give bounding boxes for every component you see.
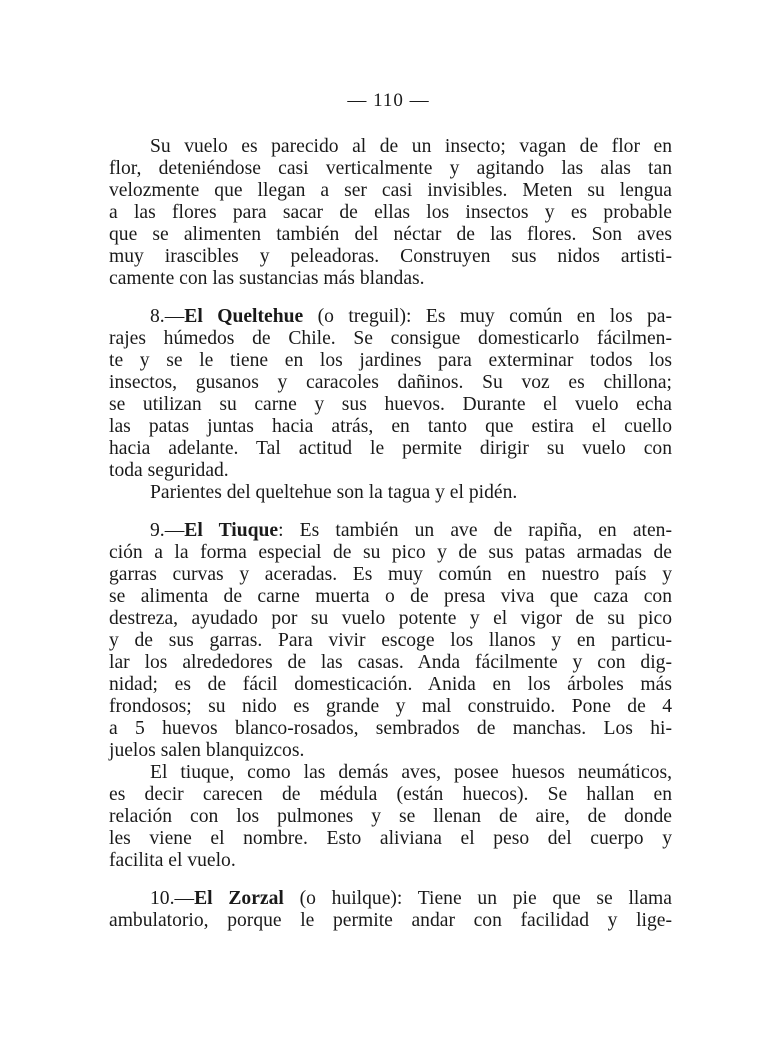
text-line: a las flores para sacar de ellas los insectos y es probable — [109, 202, 672, 223]
text-line: Su vuelo es parecido al de un insecto; vagan de flor en — [150, 136, 672, 157]
section-heading-line — [150, 306, 672, 328]
text-line: muy irascibles y peleadoras. Construyen sus nidos artisti- — [109, 246, 672, 267]
text-line: destreza, ayudado por su vuelo potente y el vigor de su pico — [109, 608, 672, 629]
text-line: garras curvas y aceradas. Es muy común en nuestro país y — [109, 564, 672, 585]
section-title: El Tiuque — [184, 520, 279, 541]
section-lead-text: (o treguil): Es muy común en los pa- — [303, 306, 672, 327]
text-line: insectos, gusanos y caracoles dañinos. Su voz es chillona; — [109, 372, 672, 393]
text-line: ción a la forma especial de su pico y de sus patas armadas de — [109, 542, 672, 563]
text-line: es decir carecen de médula (están huecos). Se hallan en — [109, 784, 672, 805]
section-lead-text: : Es también un ave de rapiña, en aten- — [278, 520, 672, 541]
text-line: toda seguridad. — [109, 460, 229, 481]
section-lead-text: (o huilque): Tiene un pie que se llama — [283, 888, 672, 909]
text-line: velozmente que llegan a ser casi invisibles. Meten su lengua — [109, 180, 672, 201]
section-title: El Queltehue — [184, 306, 304, 327]
page-number: — 110 — — [347, 90, 430, 111]
text-line: juelos salen blanquizcos. — [109, 740, 305, 761]
section-heading-line — [150, 520, 672, 542]
text-line: facilita el vuelo. — [109, 850, 236, 871]
text-line: El tiuque, como las demás aves, posee huesos neumáticos, — [150, 762, 672, 783]
section-number: 9.— — [150, 520, 185, 541]
text-line: hacia adelante. Tal actitud le permite dirigir su vuelo con — [109, 438, 672, 459]
text-line: les viene el nombre. Esto aliviana el peso del cuerpo y — [109, 828, 672, 849]
text-line: a 5 huevos blanco-rosados, sembrados de manchas. Los hi- — [109, 718, 672, 739]
text-line: y de sus garras. Para vivir escoge los llanos y en particu- — [109, 630, 672, 651]
text-line: ambulatorio, porque le permite andar con facilidad y lige- — [109, 910, 672, 931]
text-line: las patas juntas hacia atrás, en tanto que estira el cuello — [109, 416, 672, 437]
text-line: Parientes del queltehue son la tagua y el pidén. — [150, 482, 518, 503]
text-line: se alimenta de carne muerta o de presa viva que caza con — [109, 586, 672, 607]
text-line: nidad; es de fácil domesticación. Anida en los árboles más — [109, 674, 672, 695]
section-number: 10.— — [150, 888, 195, 909]
section-heading-line — [150, 888, 672, 910]
text-line: relación con los pulmones y se llenan de aire, de donde — [109, 806, 672, 827]
text-line: se utilizan su carne y sus huevos. Durante el vuelo echa — [109, 394, 672, 415]
section-title: El Zorzal — [194, 888, 284, 909]
text-line: que se alimenten también del néctar de las flores. Son aves — [109, 224, 672, 245]
text-line: flor, deteniéndose casi verticalmente y agitando las alas tan — [109, 158, 672, 179]
text-line: rajes húmedos de Chile. Se consigue domesticarlo fácilmen- — [109, 328, 672, 349]
text-line: camente con las sustancias más blandas. — [109, 268, 425, 289]
section-number: 8.— — [150, 306, 185, 327]
text-line: te y se le tiene en los jardines para exterminar todos los — [109, 350, 672, 371]
text-line: frondosos; su nido es grande y mal construido. Pone de 4 — [109, 696, 672, 717]
text-line: lar los alrededores de las casas. Anda fácilmente y con dig- — [109, 652, 672, 673]
